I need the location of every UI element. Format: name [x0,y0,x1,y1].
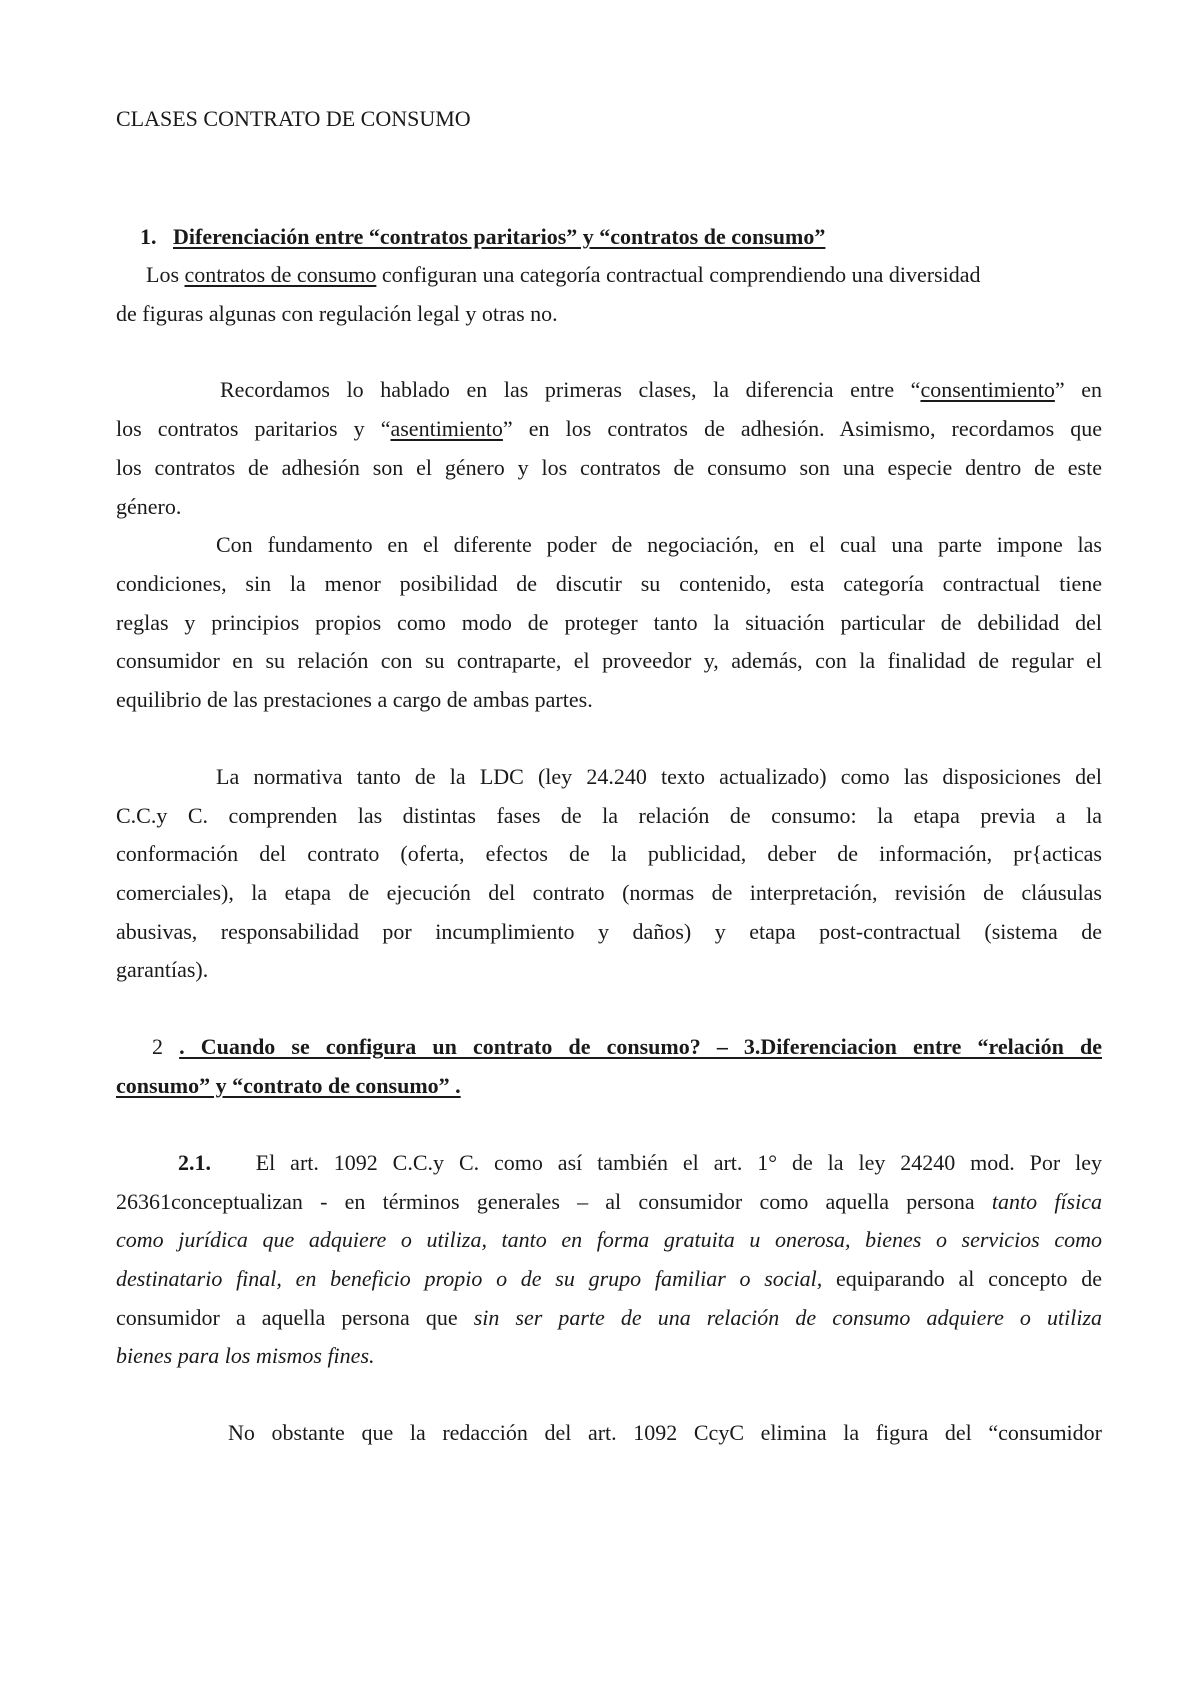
contratos-de-consumo-term: contratos de consumo [184,262,377,287]
p4-line-4: comerciales), la etapa de ejecución del contrato (normas de interpretación, revisión de cláusulas [116,880,1102,905]
p4-line-1: La normativa tanto de la LDC (ley 24.240 texto actualizado) como las disposiciones del [216,764,1102,789]
p3-line-5: equilibrio de las prestaciones a cargo de ambas partes. [116,687,593,712]
p5-line-6: bienes para los mismos fines. [116,1343,375,1368]
p1-line-2: de figuras algunas con regulación legal y otras no. [116,301,558,326]
p2-line-2: los contratos paritarios y “asentimiento” en los contratos de adhesión. Asimismo, recordamos que [116,416,1102,441]
p4-line-3: conformación del contrato (oferta, efectos de la publicidad, deber de información, pr{acticas [116,841,1102,866]
p6-line-1: No obstante que la redacción del art. 1092 CcyC elimina la figura del “consumidor [228,1420,1102,1445]
p4-line-5: abusivas, responsabilidad por incumplimiento y daños) y etapa post-contractual (sistema de [116,919,1102,944]
section-2-heading-line-1 [152,1032,1102,1062]
p5-line-1: 2.1. El art. 1092 C.C.y C. como así también el art. 1° de la ley 24240 mod. Por ley [178,1150,1103,1175]
p1-line-1: Los contratos de consumo configuran una categoría contractual comprendiendo una diversidad [146,262,981,287]
section-2-title: . Cuando se configura un contrato de consumo? – 3.Diferenciacion entre “relación de [179,1034,1102,1059]
asentimiento-term: asentimiento [390,416,503,441]
p5-line-4: destinatario final, en beneficio propio o de su grupo familiar o social, equiparando al concepto de [116,1266,1102,1291]
p2-line-4: género. [116,494,182,519]
p2-line-1: Recordamos lo hablado en las primeras clases, la diferencia entre “consentimiento” en [220,377,1103,402]
document-title: CLASES CONTRATO DE CONSUMO [116,106,471,131]
section-1-title: Diferenciación entre “contratos paritarios” y “contratos de consumo” [173,224,826,249]
subsection-2-1-number: 2.1. [178,1150,211,1175]
p3-line-2: condiciones, sin la menor posibilidad de discutir su contenido, esta categoría contractual tiene [116,571,1102,596]
section-2-heading-line-2: consumo” y “contrato de consumo” . [116,1073,461,1098]
p2-line-3: los contratos de adhesión son el género y los contratos de consumo son una especie dentro de este [116,455,1102,480]
p3-line-3: reglas y principios propios como modo de proteger tanto la situación particular de debilidad del [116,610,1102,635]
consentimiento-term: consentimiento [920,377,1055,402]
section-2-number: 2 [152,1034,180,1059]
p5-line-2: 26361conceptualizan - en términos generales – al consumidor como aquella persona tanto física [116,1189,1102,1214]
section-1-number: 1. [140,224,157,249]
p5-line-5: consumidor a aquella persona que sin ser parte de una relación de consumo adquiere o utiliza [116,1305,1103,1330]
section-1-heading [140,222,900,252]
p4-line-2: C.C.y C. comprenden las distintas fases de la relación de consumo: la etapa previa a la [116,803,1102,828]
p3-line-4: consumidor en su relación con su contraparte, el proveedor y, además, con la finalidad de regular el [116,648,1102,673]
p4-line-6: garantías). [116,957,209,982]
p5-line-3: como jurídica que adquiere o utiliza, tanto en forma gratuita u onerosa, bienes o servicios como [116,1227,1102,1252]
p3-line-1: Con fundamento en el diferente poder de negociación, en el cual una parte impone las [216,532,1102,557]
